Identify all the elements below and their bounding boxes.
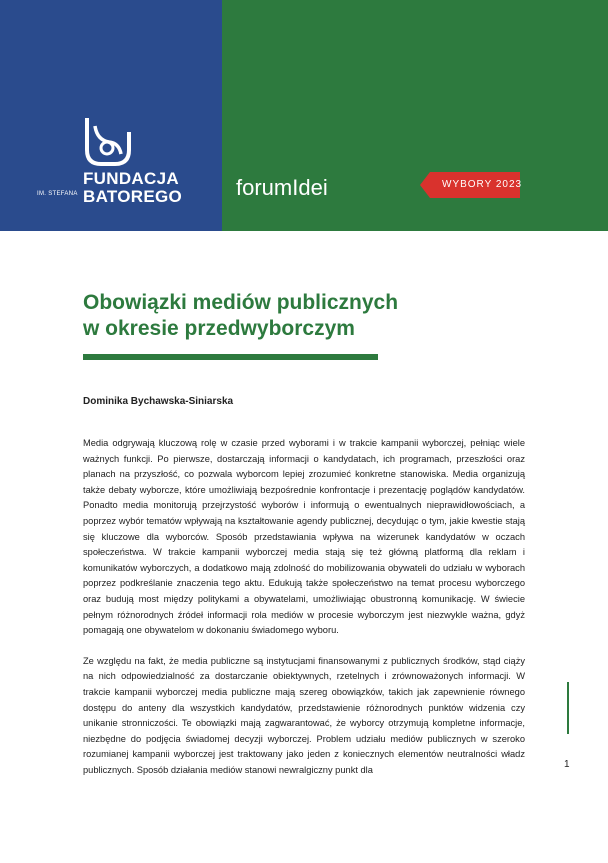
page-title-line2: w okresie przedwyborczym [83,317,355,340]
paragraph-2: Ze względu na fakt, że media publiczne są instytucjami finansowanymi z publicznych środków, stąd ciąży na nich odpowiedzialność za dostarczanie obiektywnych, rzetelnych i zrównoważonych informacji. W trakcie kampanii wyborczej media publiczne mają szereg obowiązków, takich jak zapewnienie równego dostępu do anteny dla wszystkich kandydatów, przedstawienie różnorodnych punktów widzenia czy unikanie stronniczości. Te obowiązki mają zagwarantować, że wyborcy otrzymują kompletne informacje, niezbędne do podjęcia świadomej decyzji wyborczej. Problem udziału mediów publicznych w szeroko rozumianej kampanii wyborczej jest traktowany jako jeden z koniecznych elementów neutralności władz publicznych. Sposób działania mediów stanowi newralgiczny punkt dla [83,655,525,775]
fundacja-logo-icon [83,116,133,166]
logo-line1: FUNDACJA [83,169,179,188]
page-title-line1: Obowiązki mediów publicznych [83,291,399,314]
margin-rule [567,682,569,734]
page-title [83,290,503,342]
logo-small-text: IM. STEFANA [37,191,78,197]
author-name: Dominika Bychawska-Siniarska [83,396,234,407]
article-body [83,436,525,793]
badge-fold [420,172,430,198]
title-underline [83,354,378,360]
header-banner [0,0,608,231]
forum-idei-label: forumIdei [236,175,328,200]
election-badge-text: WYBORY 2023 [442,179,523,190]
logo-wordmark [83,170,182,206]
page-number: 1 [564,759,570,770]
logo-line2: BATOREGO [83,187,183,206]
paragraph-1: Media odgrywają kluczową rolę w czasie przed wyborami i w trakcie kampanii wyborczej, pełniąc wiele ważnych funkcji. Po pierwsze, dostarczają informacji o kandydatach, ich programach, przeszłości oraz planach na przyszłość, co pozwala wyborcom lepiej zrozumieć konkretne stanowiska. Media organizują także debaty wyborcze, które umożliwiają bezpośrednie konfrontacje i prezentację poglądów kandydatów. Ponadto media monitorują przejrzystość wyborów i informują o ewentualnych nieprawidłowościach, a poprzez wybór tematów wpływają na kształtowanie agendy publicznej, decydując o tym, jakie kwestie stają się kluczowe dla wyborców. Sposób przedstawiania wpływa na wizerunek kandydatów w oczach społeczeństwa. W trakcie kampanii wyborczej media stają się też główną platformą dla reklam i komunikatów wyborczych, a dodatkowo mają zdolność do mobilizowania obywateli do udziału w wyborach poprzez podkreślanie znaczenia tego aktu. Edukują także społeczeństwo na temat procesu wyborczego oraz budują most między politykami a obywatelami, umożliwiając obustronną komunikację. W świecie pełnym różnorodnych źródeł informacji rola mediów w procesie wyborczym jest niezwykle ważna, gdyż pomagają one obywatelom w dokonaniu świadomego wyboru. [83,438,525,636]
